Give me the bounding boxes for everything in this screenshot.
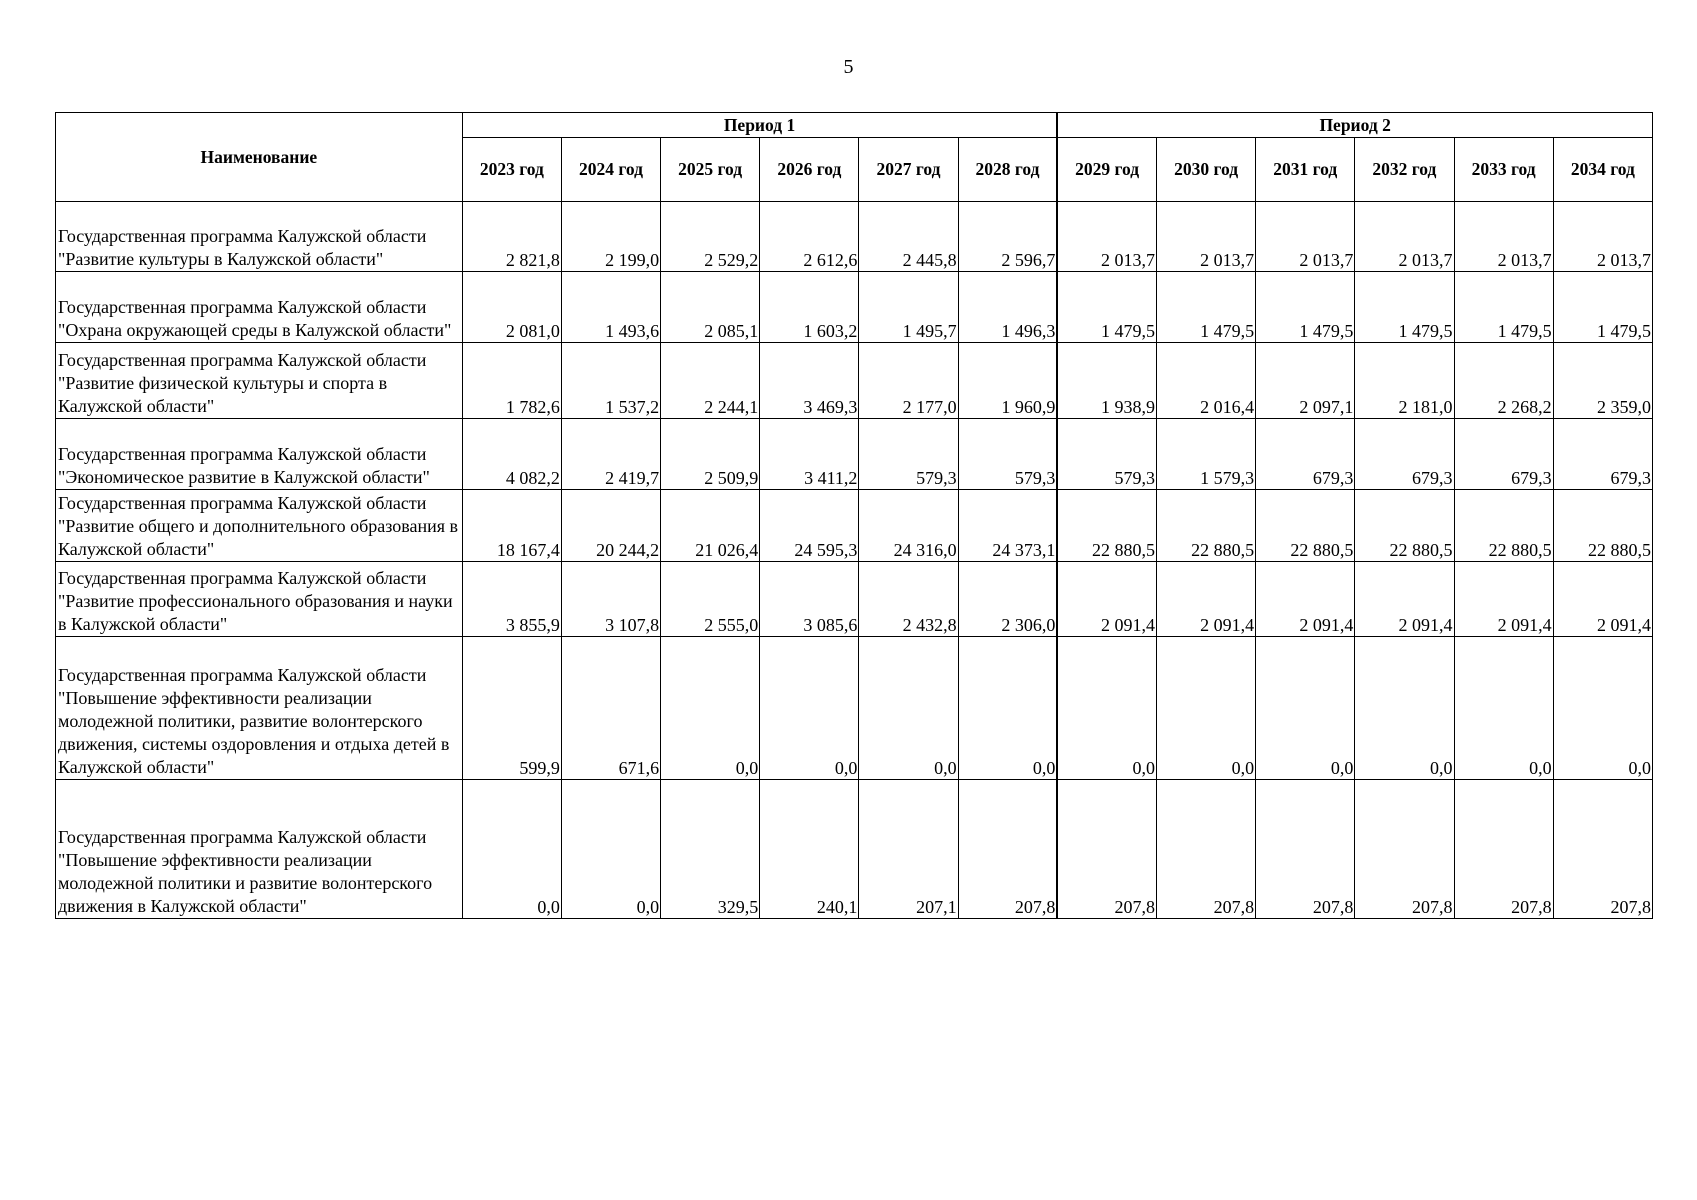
table-row [56, 562, 1653, 637]
year-header: 2024 год [561, 138, 660, 202]
value-cell: 207,8 [1454, 780, 1553, 919]
value-cell: 2 244,1 [661, 343, 760, 419]
value-cell: 2 177,0 [859, 343, 958, 419]
value-cell: 679,3 [1355, 419, 1454, 490]
period-1-header: Период 1 [462, 113, 1057, 138]
value-cell: 2 432,8 [859, 562, 958, 637]
value-cell: 24 373,1 [958, 490, 1057, 562]
value-cell: 22 880,5 [1454, 490, 1553, 562]
value-cell: 0,0 [760, 637, 859, 780]
value-cell: 2 013,7 [1057, 202, 1156, 272]
year-header: 2023 год [462, 138, 561, 202]
value-cell: 671,6 [561, 637, 660, 780]
year-header: 2026 год [760, 138, 859, 202]
program-name-cell: Государственная программа Калужской области "Повышение эффективности реализации молодежной политики и развитие волонтерского движения в Калужской области" [56, 780, 463, 919]
value-cell: 18 167,4 [462, 490, 561, 562]
program-name-cell: Государственная программа Калужской области "Развитие культуры в Калужской области" [56, 202, 463, 272]
value-cell: 2 419,7 [561, 419, 660, 490]
value-cell: 2 091,4 [1553, 562, 1652, 637]
table-row [56, 202, 1653, 272]
value-cell: 22 880,5 [1553, 490, 1652, 562]
program-name-cell: Государственная программа Калужской области "Развитие общего и дополнительного образования в Калужской области" [56, 490, 463, 562]
value-cell: 1 495,7 [859, 272, 958, 343]
value-cell: 4 082,2 [462, 419, 561, 490]
value-cell: 1 782,6 [462, 343, 561, 419]
value-cell: 24 316,0 [859, 490, 958, 562]
value-cell: 207,8 [958, 780, 1057, 919]
table-header [56, 113, 1653, 202]
value-cell: 2 306,0 [958, 562, 1057, 637]
value-cell: 1 479,5 [1156, 272, 1255, 343]
value-cell: 0,0 [1553, 637, 1652, 780]
value-cell: 1 479,5 [1256, 272, 1355, 343]
value-cell: 2 013,7 [1454, 202, 1553, 272]
value-cell: 1 479,5 [1057, 272, 1156, 343]
value-cell: 579,3 [1057, 419, 1156, 490]
value-cell: 0,0 [1454, 637, 1553, 780]
value-cell: 2 013,7 [1256, 202, 1355, 272]
year-header: 2033 год [1454, 138, 1553, 202]
table-row [56, 343, 1653, 419]
value-cell: 1 479,5 [1355, 272, 1454, 343]
year-header: 2031 год [1256, 138, 1355, 202]
value-cell: 0,0 [859, 637, 958, 780]
value-cell: 0,0 [1156, 637, 1255, 780]
value-cell: 2 081,0 [462, 272, 561, 343]
value-cell: 2 529,2 [661, 202, 760, 272]
value-cell: 207,8 [1156, 780, 1255, 919]
table-row [56, 490, 1653, 562]
value-cell: 21 026,4 [661, 490, 760, 562]
value-cell: 2 085,1 [661, 272, 760, 343]
year-header: 2029 год [1057, 138, 1156, 202]
value-cell: 2 612,6 [760, 202, 859, 272]
value-cell: 2 016,4 [1156, 343, 1255, 419]
value-cell: 2 097,1 [1256, 343, 1355, 419]
value-cell: 1 537,2 [561, 343, 660, 419]
value-cell: 2 509,9 [661, 419, 760, 490]
value-cell: 1 938,9 [1057, 343, 1156, 419]
value-cell: 2 596,7 [958, 202, 1057, 272]
value-cell: 329,5 [661, 780, 760, 919]
value-cell: 579,3 [958, 419, 1057, 490]
value-cell: 3 855,9 [462, 562, 561, 637]
value-cell: 3 107,8 [561, 562, 660, 637]
value-cell: 1 579,3 [1156, 419, 1255, 490]
value-cell: 22 880,5 [1057, 490, 1156, 562]
value-cell: 0,0 [561, 780, 660, 919]
value-cell: 3 411,2 [760, 419, 859, 490]
value-cell: 207,8 [1256, 780, 1355, 919]
value-cell: 2 013,7 [1355, 202, 1454, 272]
page-number: 5 [843, 56, 854, 78]
value-cell: 3 085,6 [760, 562, 859, 637]
budget-table [55, 112, 1653, 919]
value-cell: 2 091,4 [1355, 562, 1454, 637]
value-cell: 2 091,4 [1057, 562, 1156, 637]
value-cell: 679,3 [1256, 419, 1355, 490]
year-header: 2025 год [661, 138, 760, 202]
year-header: 2034 год [1553, 138, 1652, 202]
value-cell: 3 469,3 [760, 343, 859, 419]
value-cell: 207,8 [1553, 780, 1652, 919]
program-name-cell: Государственная программа Калужской области "Развитие физической культуры и спорта в Калужской области" [56, 343, 463, 419]
table-row [56, 272, 1653, 343]
value-cell: 0,0 [1256, 637, 1355, 780]
value-cell: 1 479,5 [1454, 272, 1553, 343]
value-cell: 679,3 [1553, 419, 1652, 490]
value-cell: 599,9 [462, 637, 561, 780]
table-row [56, 780, 1653, 919]
value-cell: 22 880,5 [1355, 490, 1454, 562]
value-cell: 1 960,9 [958, 343, 1057, 419]
value-cell: 579,3 [859, 419, 958, 490]
year-header: 2027 год [859, 138, 958, 202]
value-cell: 2 013,7 [1553, 202, 1652, 272]
value-cell: 2 013,7 [1156, 202, 1255, 272]
value-cell: 1 496,3 [958, 272, 1057, 343]
table-row [56, 637, 1653, 780]
name-column-header: Наименование [56, 113, 463, 202]
value-cell: 22 880,5 [1156, 490, 1255, 562]
table-body [56, 202, 1653, 919]
period-2-header: Период 2 [1057, 113, 1652, 138]
value-cell: 2 091,4 [1454, 562, 1553, 637]
value-cell: 2 091,4 [1156, 562, 1255, 637]
value-cell: 207,8 [1355, 780, 1454, 919]
value-cell: 2 555,0 [661, 562, 760, 637]
program-name-cell: Государственная программа Калужской области "Повышение эффективности реализации молодежной политики, развитие волонтерского движения, системы оздоровления и отдыха детей в Калужской области" [56, 637, 463, 780]
value-cell: 24 595,3 [760, 490, 859, 562]
value-cell: 2 445,8 [859, 202, 958, 272]
value-cell: 207,8 [1057, 780, 1156, 919]
program-name-cell: Государственная программа Калужской области "Охрана окружающей среды в Калужской области" [56, 272, 463, 343]
program-name-cell: Государственная программа Калужской области "Экономическое развитие в Калужской области" [56, 419, 463, 490]
value-cell: 2 199,0 [561, 202, 660, 272]
value-cell: 2 359,0 [1553, 343, 1652, 419]
value-cell: 20 244,2 [561, 490, 660, 562]
value-cell: 1 479,5 [1553, 272, 1652, 343]
value-cell: 0,0 [1355, 637, 1454, 780]
program-name-cell: Государственная программа Калужской области "Развитие профессионального образования и науки в Калужской области" [56, 562, 463, 637]
value-cell: 2 181,0 [1355, 343, 1454, 419]
value-cell: 1 493,6 [561, 272, 660, 343]
value-cell: 2 091,4 [1256, 562, 1355, 637]
year-header: 2030 год [1156, 138, 1255, 202]
value-cell: 240,1 [760, 780, 859, 919]
year-header: 2028 год [958, 138, 1057, 202]
value-cell: 0,0 [1057, 637, 1156, 780]
value-cell: 2 821,8 [462, 202, 561, 272]
value-cell: 2 268,2 [1454, 343, 1553, 419]
value-cell: 0,0 [462, 780, 561, 919]
value-cell: 0,0 [958, 637, 1057, 780]
value-cell: 0,0 [661, 637, 760, 780]
value-cell: 1 603,2 [760, 272, 859, 343]
year-header: 2032 год [1355, 138, 1454, 202]
table-row [56, 419, 1653, 490]
value-cell: 679,3 [1454, 419, 1553, 490]
value-cell: 22 880,5 [1256, 490, 1355, 562]
value-cell: 207,1 [859, 780, 958, 919]
